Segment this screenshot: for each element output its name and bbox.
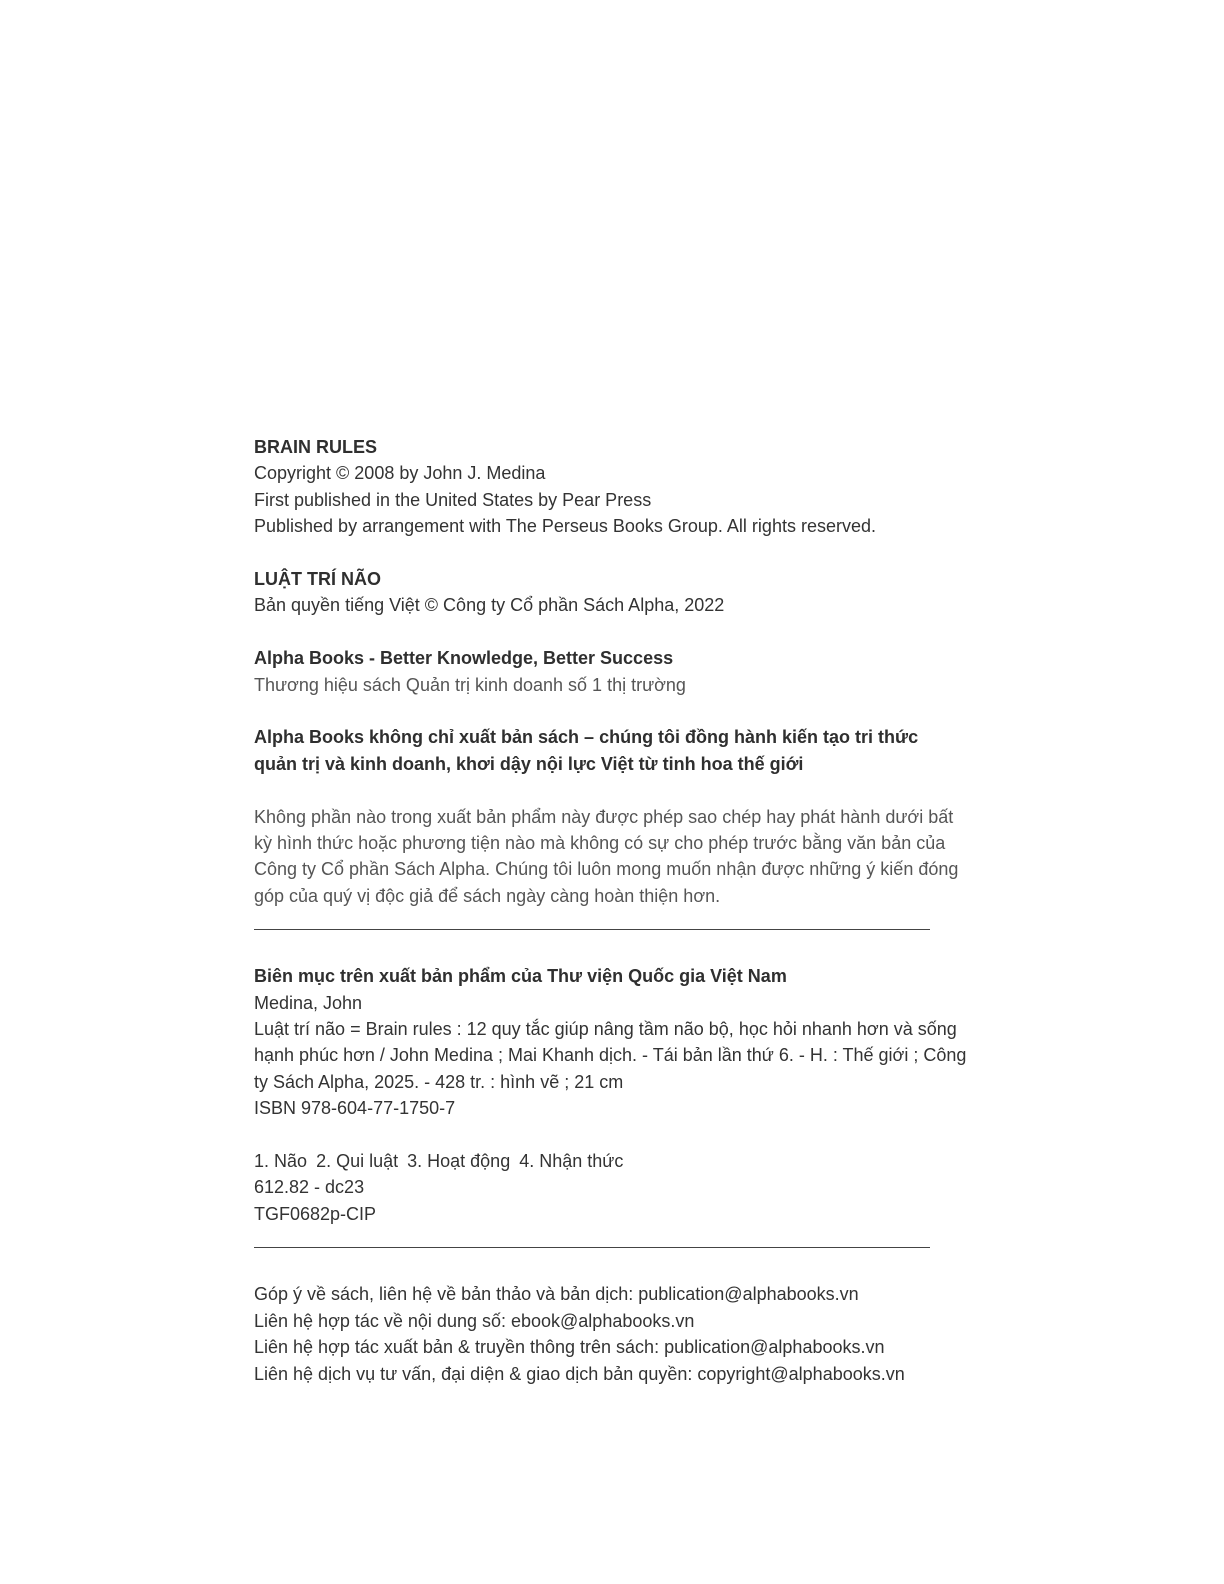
original-title: BRAIN RULES (254, 437, 378, 457)
subject-item: 2. Qui luật (316, 1151, 399, 1172)
subject-item: 1. Não (254, 1151, 308, 1172)
first-published: First published in the United States by Pear Press (254, 489, 652, 510)
rights-notice (254, 804, 959, 910)
subject-item: 4. Nhận thức (519, 1151, 624, 1172)
cataloging-record-id: TGF0682p-CIP (254, 1203, 377, 1224)
mission-line-1: Alpha Books không chỉ xuất bản sách – chúng tôi đồng hành kiến tạo tri thức (254, 727, 919, 748)
subject-item: 3. Hoạt động (407, 1151, 511, 1172)
contact-line-2: Liên hệ hợp tác về nội dung số: ebook@alphabooks.vn (254, 1310, 695, 1331)
vietnamese-edition-block (254, 566, 930, 619)
rights-notice-line-2: kỳ hình thức hoặc phương tiện nào mà không có sự cho phép trước bằng văn bản của (254, 833, 946, 854)
vietnamese-title: LUẬT TRÍ NÃO (254, 569, 381, 590)
rights-notice-line-4: góp của quý vị độc giả để sách ngày càng hoàn thiện hơn. (254, 885, 721, 906)
mission-block (254, 724, 930, 777)
cataloging-description-line-3: ty Sách Alpha, 2025. - 428 tr. : hình vẽ ; 21 cm (254, 1071, 624, 1092)
mission-line-2: quản trị và kinh doanh, khơi dậy nội lực Việt từ tinh hoa thế giới (254, 753, 804, 774)
contacts-block (254, 1281, 930, 1387)
cataloging-block (254, 963, 967, 1227)
divider (254, 929, 930, 930)
divider (254, 1247, 930, 1248)
contact-line-4: Liên hệ dịch vụ tư vấn, đại diện & giao dịch bản quyền: copyright@alphabooks.vn (254, 1363, 905, 1384)
cataloging-description-line-1: Luật trí não = Brain rules : 12 quy tắc giúp nâng tầm não bộ, học hỏi nhanh hơn và sống (254, 1019, 957, 1040)
brand-block (254, 645, 930, 698)
cataloging-description-line-2: hạnh phúc hơn / John Medina ; Mai Khanh dịch. - Tái bản lần thứ 6. - H. : Thế giới ; Công (254, 1045, 967, 1066)
original-edition-block (254, 434, 930, 540)
cataloging-subjects (254, 1148, 930, 1174)
rights-notice-line-1: Không phần nào trong xuất bản phẩm này được phép sao chép hay phát hành dưới bất (254, 806, 954, 827)
brand-tagline: Alpha Books - Better Knowledge, Better Success (254, 648, 674, 669)
arrangement-notice: Published by arrangement with The Perseus Books Group. All rights reserved. (254, 516, 876, 537)
cataloging-classification: 612.82 - dc23 (254, 1177, 365, 1198)
contact-line-1: Góp ý về sách, liên hệ về bản thảo và bản dịch: publication@alphabooks.vn (254, 1284, 859, 1305)
brand-subtitle: Thương hiệu sách Quản trị kinh doanh số 1 thị trường (254, 674, 686, 695)
original-copyright: Copyright © 2008 by John J. Medina (254, 463, 546, 484)
contact-line-3: Liên hệ hợp tác xuất bản & truyền thông trên sách: publication@alphabooks.vn (254, 1337, 885, 1358)
copyright-page (254, 434, 967, 1387)
cataloging-isbn: ISBN 978-604-77-1750-7 (254, 1098, 456, 1119)
vietnamese-copyright: Bản quyền tiếng Việt © Công ty Cổ phần Sách Alpha, 2022 (254, 595, 725, 616)
cataloging-heading: Biên mục trên xuất bản phẩm của Thư viện Quốc gia Việt Nam (254, 966, 787, 987)
cataloging-author: Medina, John (254, 992, 363, 1013)
rights-notice-line-3: Công ty Cổ phần Sách Alpha. Chúng tôi luôn mong muốn nhận được những ý kiến đóng (254, 859, 959, 880)
